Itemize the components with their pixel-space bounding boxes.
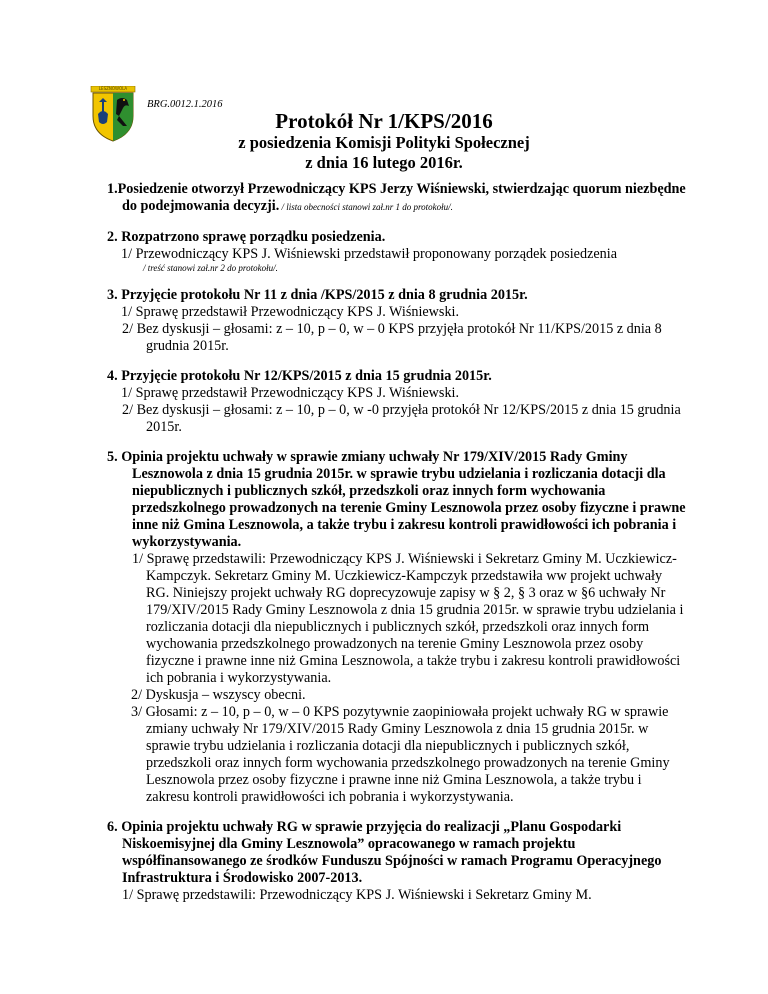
section-1-heading: [107, 181, 687, 216]
section-1: [107, 181, 687, 216]
section-1-note: / lista obecności stanowi zał.nr 1 do protokołu/.: [279, 202, 453, 212]
section-2-heading: 2. Rozpatrzono sprawę porządku posiedzenia.: [107, 229, 386, 245]
section-5-item-3: [107, 704, 687, 806]
coat-of-arms-caption: LESZNOWOLA: [98, 86, 128, 91]
section-5: [107, 449, 687, 806]
section-5-item-2-text: 2/ Dyskusja – wszyscy obecni.: [131, 687, 306, 703]
section-3-item-1: 1/ Sprawę przedstawił Przewodniczący KPS J. Wiśniewski.: [121, 304, 460, 320]
section-4: [107, 368, 687, 436]
section-5-item-1: [107, 551, 687, 687]
section-2-note: / treść stanowi zał.nr 2 do protokołu/.: [143, 263, 278, 273]
document-subtitle-date: z dnia 16 lutego 2016r.: [305, 153, 463, 172]
section-3-item-2: 2/ Bez dyskusji – głosami: z – 10, p – 0, w – 0 KPS przyjęła protokół Nr 11/KPS/2015 z dnia 8 grudnia 2015r.: [122, 321, 662, 354]
document-subtitle-meeting: z posiedzenia Komisji Polityki Społecznej: [238, 133, 530, 152]
section-5-heading: 5. Opinia projektu uchwały w sprawie zmiany uchwały Nr 179/XIV/2015 Rady Gminy Lesznowola z dnia 15 grudnia 2015r. w sprawie trybu udzielania i rozliczania dotacji dla niepublicznych i publicznych szkół, przedszkoli oraz innych form wychowania przedszkolnego prowadzonych na terenie Gminy Lesznowola przez osoby fizyczne i prawne inne niż Gmina Lesznowola, a także trybu i zakresu kontroli prawidłowości ich pobrania i wykorzystywania.: [107, 449, 686, 550]
document-title: Protokół Nr 1/KPS/2016: [275, 109, 493, 133]
section-5-item-3-text: 3/ Głosami: z – 10, p – 0, w – 0 KPS pozytywnie zaopiniowała projekt uchwały RG w sprawie zmiany uchwały Nr 179/XIV/2015 Rady Gminy Lesznowola z dnia 15 grudnia 2015r. w sprawie trybu udzielania i rozliczania dotacji dla niepublicznych i publicznych szkół, przedszkoli oraz innych form wychowania przedszkolnego prowadzonych na terenie Gminy Lesznowola przez osoby fizyczne i prawne inne niż Gmina Lesznowola, a także trybu i zakresu kontroli prawidłowości ich pobrania i wykorzystywania.: [131, 704, 670, 805]
section-4-heading: 4. Przyjęcie protokołu Nr 12/KPS/2015 z dnia 15 grudnia 2015r.: [107, 368, 492, 384]
section-4-item-2: 2/ Bez dyskusji – głosami: z – 10, p – 0, w -0 przyjęła protokół Nr 12/KPS/2015 z dnia 15 grudnia 2015r.: [122, 402, 681, 435]
document-reference: BRG.0012.1.2016: [147, 99, 223, 110]
section-6: [107, 819, 687, 904]
section-6-heading: 6. Opinia projektu uchwały RG w sprawie przyjęcia do realizacji „Planu Gospodarki Niskoemisyjnej dla Gminy Lesznowola” opracowanego w ramach projektu współfinansowanego ze środków Funduszu Spójności w ramach Programu Operacyjnego Infrastruktura i Środowisko 2007-2013.: [107, 819, 662, 886]
section-5-item-1-text: 1/ Sprawę przedstawili: Przewodniczący KPS J. Wiśniewski i Sekretarz Gminy M. Uczkiewicz-Kampczyk. Sekretarz Gminy M. Uczkiewicz-Kampczyk przedstawiła ww projekt uchwały RG. Niniejszy projekt uchwały RG doprecyzowuje zapisy w § 2, § 3 oraz w §6 uchwały Nr 179/XIV/2015 Rady Gminy Lesznowola z dnia 15 grudnia 2015r. w sprawie trybu udzielania i rozliczania dotacji dla niepublicznych i publicznych szkół, przedszkoli oraz innych form wychowania przedszkolnego prowadzonych na terenie Gminy Lesznowola przez osoby fizyczne i prawne inne niż Gmina Lesznowola, a także trybu i zakresu kontroli prawidłowości ich pobrania i wykorzystywania.: [132, 551, 684, 686]
section-2-item-1: 1/ Przewodniczący KPS J. Wiśniewski przedstawił proponowany porządek posiedzenia: [121, 246, 618, 262]
section-2: [107, 229, 687, 274]
section-4-item-1: 1/ Sprawę przedstawił Przewodniczący KPS J. Wiśniewski.: [121, 385, 460, 401]
section-3: [107, 287, 687, 355]
document-body: [107, 181, 687, 917]
section-3-heading: 3. Przyjęcie protokołu Nr 11 z dnia /KPS/2015 z dnia 8 grudnia 2015r.: [107, 287, 528, 303]
section-6-item-1: 1/ Sprawę przedstawili: Przewodniczący KPS J. Wiśniewski i Sekretarz Gminy M.: [122, 887, 592, 903]
section-5-item-2: [107, 687, 687, 704]
section-1-heading-text: 1.Posiedzenie otworzył Przewodniczący KPS Jerzy Wiśniewski, stwierdzając quorum niezbędne do podejmowania decyzji.: [107, 181, 686, 214]
